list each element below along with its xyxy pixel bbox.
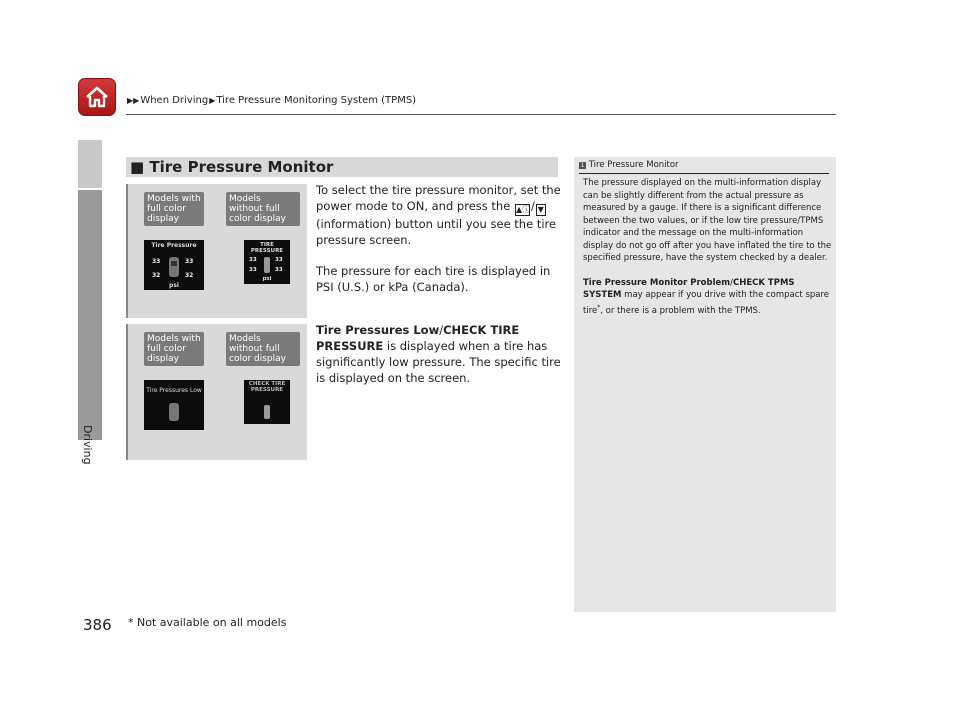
paragraph: Tire Pressures Low/CHECK TIRE PRESSURE is displayed when a tire has significantly low pressure. The specific tire is displayed on the screen. — [316, 323, 561, 385]
info-down-icon: ▼ — [537, 205, 544, 214]
tire-value: 33 — [152, 258, 161, 265]
figure-tag: Models with full color display — [144, 332, 204, 366]
chapter-label: Driving — [81, 425, 94, 465]
page-number: 386 — [83, 616, 112, 634]
figure-tag: Models without full color display — [226, 192, 300, 226]
car-icon — [168, 256, 180, 278]
home-button[interactable] — [78, 78, 116, 116]
screen-unit: psi — [169, 282, 179, 289]
figure-tire-pressure-screen — [126, 184, 307, 318]
figure-tag: Models with full color display — [144, 192, 204, 226]
tire-value: 33 — [185, 258, 194, 265]
color-display-screen — [144, 240, 204, 290]
note-paragraph: The pressure displayed on the multi-information display can be slightly different from the actual pressure as measured by a gauge. If there is a significant difference between the two values, or if the low tire pressure/TPMS indicator and the message on the multi-information display do not go off after you have inflated the tire to the specified pressure, have the system checked by a dealer. — [583, 178, 832, 263]
color-display-screen — [144, 380, 204, 430]
breadcrumb — [126, 95, 416, 106]
tire-value: 32 — [185, 272, 194, 279]
notes-body — [583, 177, 833, 329]
footnote: * Not available on all models — [128, 616, 287, 629]
paragraph: The pressure for each tire is displayed in PSI (U.S.) or kPa (Canada). — [316, 264, 551, 294]
header-rule — [126, 114, 836, 115]
figure-low-pressure-screen — [126, 324, 307, 460]
note-paragraph: Tire Pressure Monitor Problem/CHECK TPMS SYSTEM may appear if you drive with the compact spare tire*, or there is a problem with the TPMS. — [583, 277, 830, 316]
mono-display-screen — [244, 240, 290, 284]
notes-rule — [579, 173, 829, 174]
tire-value: 32 — [152, 272, 161, 279]
car-icon — [263, 256, 271, 274]
home-icon — [84, 85, 110, 109]
breadcrumb-item[interactable]: Tire Pressure Monitoring System (TPMS) — [216, 95, 417, 106]
tire-value: 33 — [275, 257, 283, 263]
paragraph: To select the tire pressure monitor, set the power mode to ON, and press the ▲ⓘ/ ▼ (information) button until you see the tire pressure screen. — [316, 183, 561, 247]
section-title: ■ Tire Pressure Monitor — [126, 157, 558, 177]
side-tab-top — [78, 140, 102, 188]
screen-title: Tire Pressure — [151, 242, 197, 249]
breadcrumb-arrow-icon: ▶ — [209, 96, 216, 105]
screen-unit: psi — [262, 276, 272, 282]
screen-title: CHECK TIRE PRESSURE — [248, 381, 286, 393]
breadcrumb-arrow-icon: ▶▶ — [127, 96, 140, 105]
tire-value: 33 — [275, 267, 283, 273]
car-icon — [168, 402, 180, 422]
car-icon — [263, 404, 271, 420]
notes-panel — [574, 157, 836, 612]
screen-title: Tire Pressures Low — [146, 387, 202, 394]
note-marker-icon: 1 — [580, 162, 585, 169]
mono-display-screen — [244, 380, 290, 424]
tire-value: 33 — [249, 267, 257, 273]
screen-title: TIRE PRESSURE — [250, 242, 284, 254]
section-body — [316, 182, 561, 401]
breadcrumb-item[interactable]: When Driving — [140, 95, 209, 106]
info-button-icon: ▲ⓘ — [515, 205, 531, 214]
notes-title: 1 Tire Pressure Monitor — [580, 160, 679, 170]
figure-tag: Models without full color display — [226, 332, 300, 366]
tire-value: 33 — [249, 257, 257, 263]
side-tab — [78, 190, 102, 440]
